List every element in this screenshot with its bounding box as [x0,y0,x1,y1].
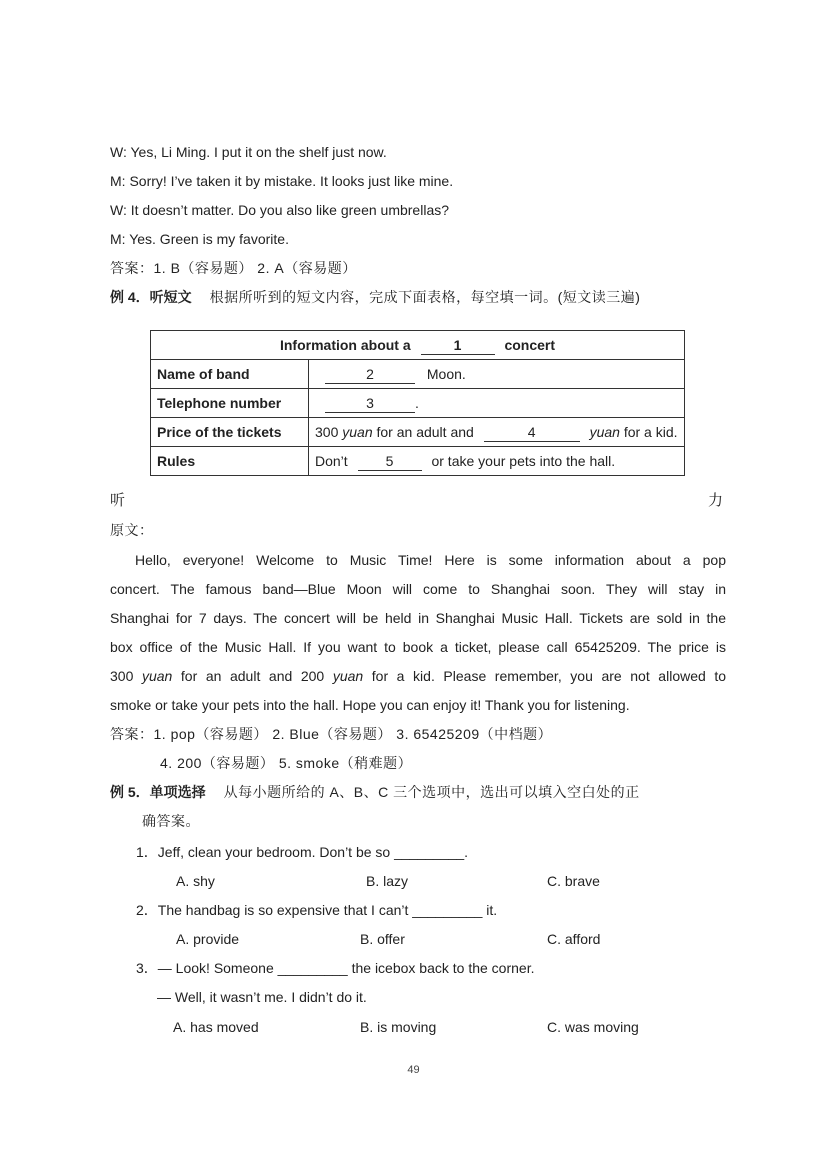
example-5-heading [110,782,640,802]
option-a: A. has moved [173,1019,259,1035]
row-value [309,360,685,389]
table-header-row [151,331,685,360]
dialogue-line: W: It doesn’t matter. Do you also like green umbrellas? [110,202,450,218]
row-text: or take your pets into the hall. [431,453,616,469]
example-5-instruction: 从每小题所给的 A、B、C 三个选项中，选出可以填入空白处的正 [223,784,640,800]
example-4-title: 例 4．听短文 [110,289,192,305]
row-text: . [415,395,419,411]
row-text: 300 [315,424,339,440]
example-5-instruction-cont: 确答案。 [142,813,200,829]
passage-line: concert. The famous band—Blue Moon will come to Shanghai soon. They will stay in [110,581,726,597]
question-stem: 3．— Look! Someone _________ the icebox back to the corner. [136,960,535,976]
side-char-left: 听 [110,492,126,509]
option-a: A. shy [176,873,215,889]
answer-line: 4. 200（容易题） 5. smoke（稍难题） [160,755,413,771]
row-text: for a kid. [623,424,678,440]
question-stem: 2．The handbag is so expensive that I can’t _________ it. [136,902,498,918]
option-c: C. afford [547,931,601,947]
passage-line: box office of the Music Hall. If you want to book a ticket, please call 65425209. The price is [110,639,726,655]
passage-line: Shanghai for 7 days. The concert will be held in Shanghai Music Hall. Tickets are sold in the [110,610,726,626]
blank-4: 4 [484,424,580,442]
table-header-cell [151,331,685,360]
answer-line: 答案：1. pop（容易题） 2. Blue（容易题） 3. 65425209（中档题） [110,726,553,742]
row-text-italic: yuan [589,424,620,440]
row-value [309,389,685,418]
table-row [151,447,685,476]
question-stem-response: — Well, it wasn’t me. I didn’t do it. [157,989,367,1005]
blank-3: 3 [325,395,415,413]
blank-1: 1 [421,337,495,355]
passage-text-italic: yuan [332,668,364,684]
side-char-right: 力 [708,492,724,509]
info-table [150,330,685,476]
option-b: B. lazy [366,873,409,889]
row-text-italic: yuan [342,424,373,440]
row-label: Name of band [151,360,309,389]
example-5-title: 例 5．单项选择 [110,784,206,800]
question-stem: 1．Jeff, clean your bedroom. Don’t be so _________. [136,844,469,860]
blank-2: 2 [325,366,415,384]
blank-5: 5 [358,453,422,471]
passage-line: Hello, everyone! Welcome to Music Time! Here is some information about a pop [135,552,726,568]
option-c: C. brave [547,873,600,889]
option-b: B. is moving [360,1019,437,1035]
answer-line: 答案：1. B（容易题） 2. A（容易题） [110,260,357,276]
passage-text: for a kid. Please remember, you are not allowed to [371,668,727,684]
passage-text-italic: yuan [141,668,173,684]
row-text: Don’t [315,453,348,469]
passage-line [110,666,726,686]
row-label: Rules [151,447,309,476]
option-a: A. provide [176,931,240,947]
example-4-heading [110,287,640,307]
header-text-end: concert [504,337,556,353]
page-number: 49 [407,1064,420,1076]
example-4-instruction: 根据所听到的短文内容，完成下面表格，每空填一词。(短文读三遍) [209,289,641,305]
table-row [151,360,685,389]
table-row [151,389,685,418]
dialogue-line: M: Sorry! I’ve taken it by mistake. It looks just like mine. [110,173,454,189]
dialogue-line: W: Yes, Li Ming. I put it on the shelf just now. [110,144,387,160]
header-text: Information about a [279,337,411,353]
passage-line: smoke or take your pets into the hall. Hope you can enjoy it! Thank you for listening. [110,697,630,713]
dialogue-line: M: Yes. Green is my favorite. [110,231,289,247]
option-b: B. offer [360,931,405,947]
row-text: Moon. [426,366,466,382]
original-text-label: 原文： [110,522,154,538]
row-label: Telephone number [151,389,309,418]
row-value [309,418,685,447]
passage-text: 300 [110,668,134,684]
row-value [309,447,685,476]
passage-text: for an adult and 200 [180,668,325,684]
table-row [151,418,685,447]
row-text: for an adult and [376,424,474,440]
option-c: C. was moving [547,1019,639,1035]
row-label: Price of the tickets [151,418,309,447]
